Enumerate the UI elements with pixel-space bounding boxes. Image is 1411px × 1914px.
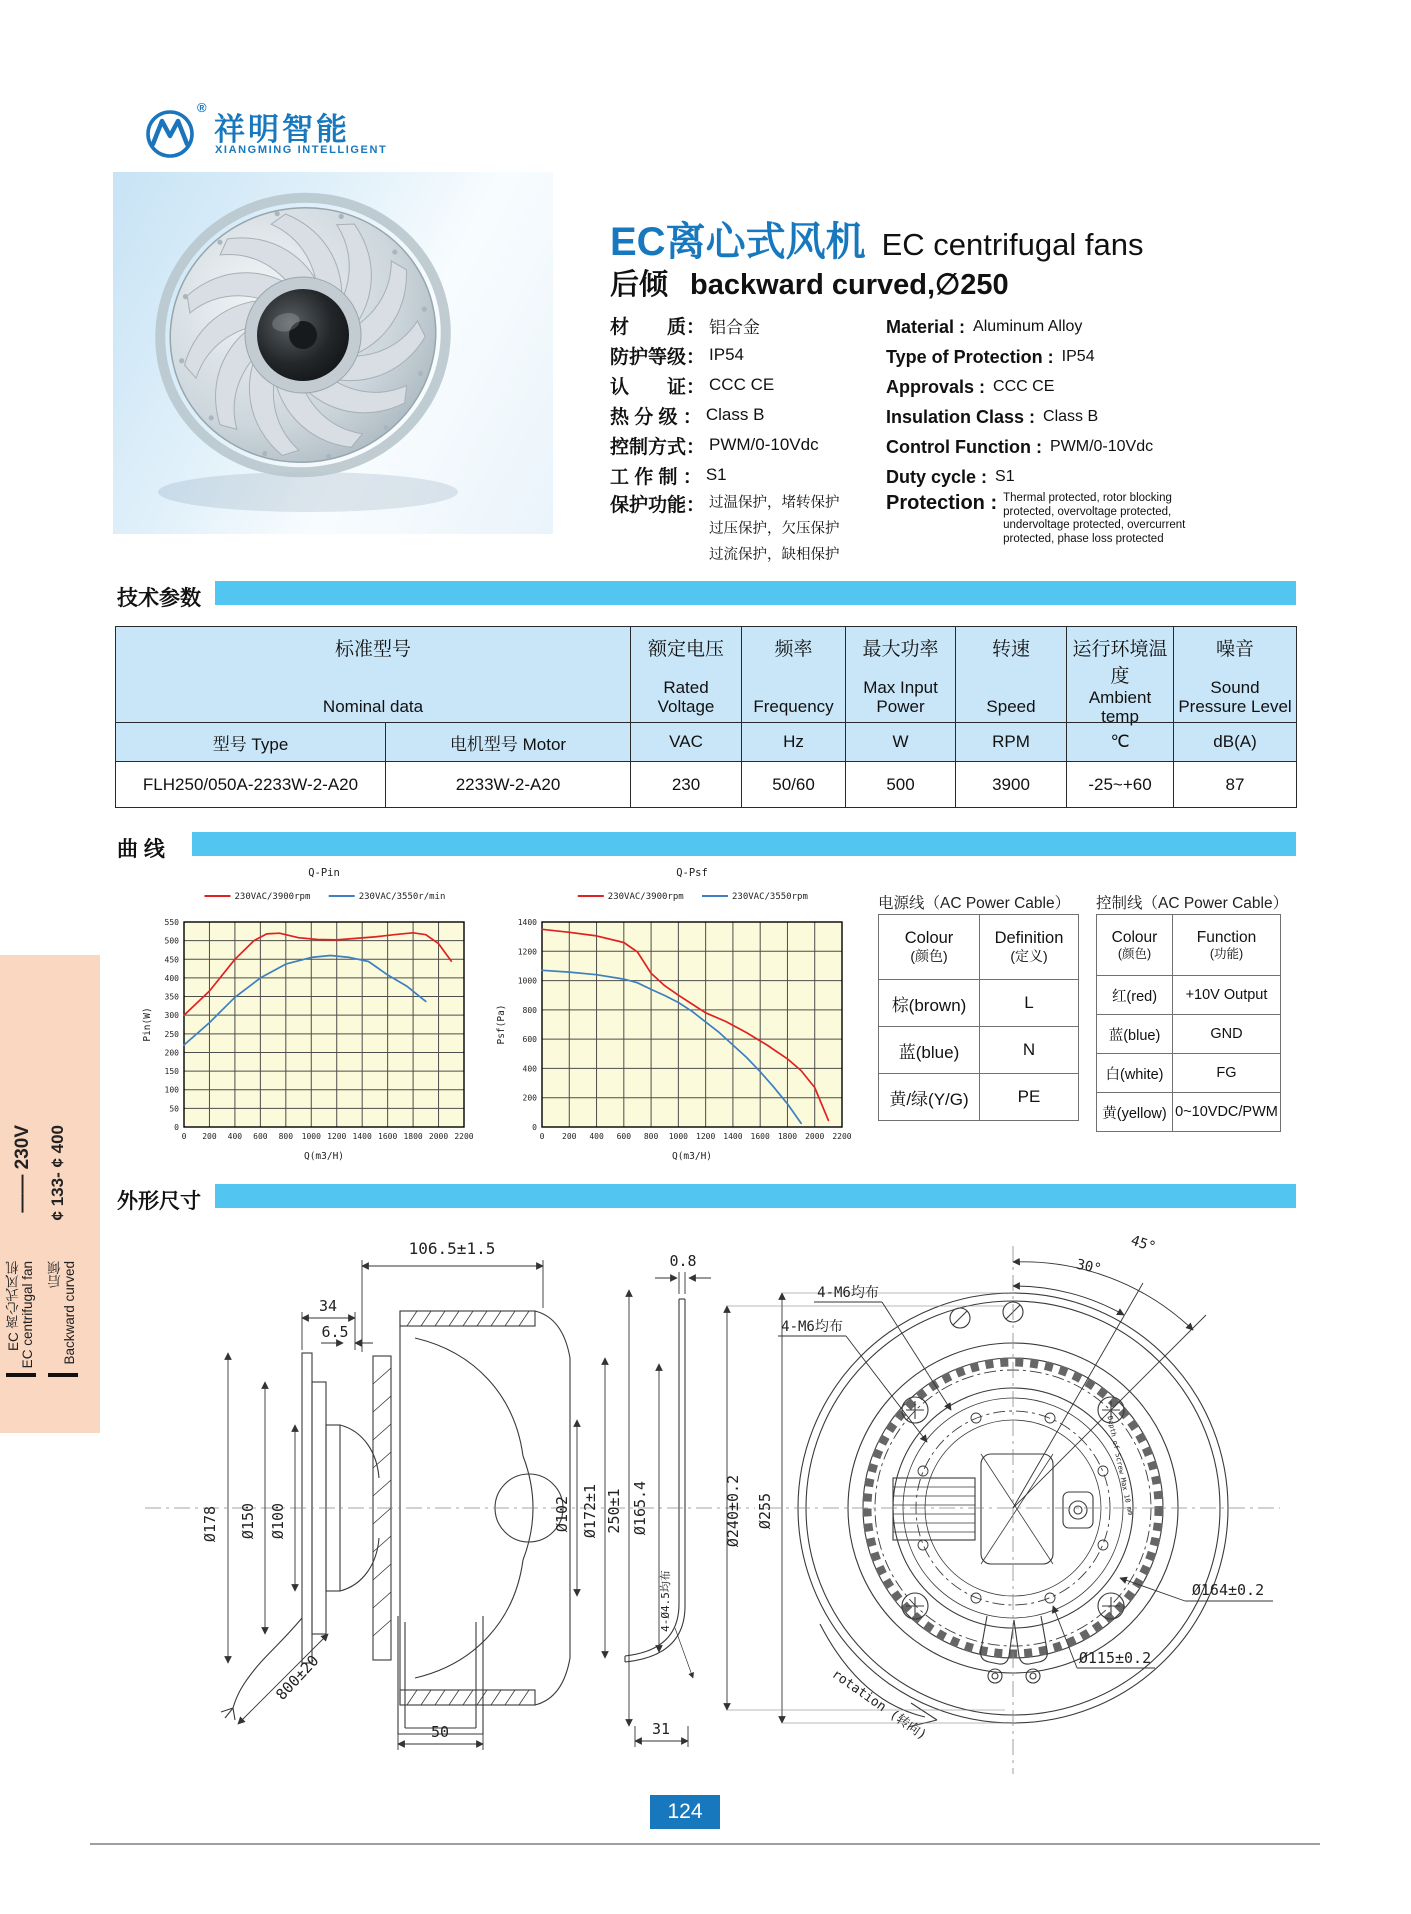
cell-temp: -25~+60 (1067, 762, 1174, 808)
svg-text:1200: 1200 (327, 1132, 347, 1141)
control-cable-title: 控制线（AC Power Cable） (1096, 895, 1289, 912)
spec-label: 热 分 级 ： (610, 406, 702, 428)
th-colour: Colour (颜色) (1097, 915, 1173, 976)
cell-vac: 230 (631, 762, 742, 808)
table-row (1097, 1054, 1281, 1093)
spec-label: 控制方式： (610, 436, 706, 458)
spec-value: PWM/0-10Vdc (1049, 438, 1154, 455)
svg-text:150: 150 (164, 1067, 179, 1077)
svg-text:400: 400 (227, 1132, 243, 1141)
registered-mark: ® (197, 100, 207, 115)
svg-text:Ø178: Ø178 (201, 1505, 219, 1543)
svg-text:0: 0 (181, 1132, 187, 1141)
spec-label: 认 证： (610, 376, 706, 398)
cell: 白(white) (1097, 1054, 1173, 1093)
th-unit: W (846, 723, 956, 762)
spec-label: Duty cycle : (886, 466, 988, 487)
svg-text:Q(m3/H): Q(m3/H) (671, 1151, 713, 1162)
th-frequency: 频率 Frequency (742, 627, 846, 723)
svg-text:2200: 2200 (832, 1132, 852, 1141)
svg-text:1400: 1400 (517, 918, 537, 927)
svg-text:500: 500 (164, 936, 179, 946)
power-cable-title: 电源线（AC Power Cable） (878, 895, 1071, 912)
svg-text:6.5: 6.5 (321, 1323, 349, 1341)
svg-text:1000: 1000 (668, 1132, 688, 1141)
th-type: 型号 Type (116, 723, 386, 762)
cell: PE (980, 1074, 1079, 1121)
svg-text:45°: 45° (1128, 1232, 1158, 1256)
spec-value: S1 (995, 468, 1015, 485)
svg-text:31: 31 (651, 1720, 671, 1738)
svg-text:1200: 1200 (696, 1132, 716, 1141)
svg-text:Ø255: Ø255 (756, 1492, 774, 1530)
sidebar-rule (6, 1373, 36, 1377)
spec-label: Type of Protection : (886, 346, 1054, 367)
logo-mark-icon (144, 108, 196, 160)
cell: 红(red) (1097, 976, 1173, 1015)
table-row (879, 980, 1079, 1027)
brand-name-en: XIANGMING INTELLIGENT (215, 144, 388, 156)
svg-text:230VAC/3550rpm: 230VAC/3550rpm (732, 892, 808, 902)
spec-label: Insulation Class : (886, 406, 1036, 427)
fan-impeller-image (113, 172, 553, 534)
svg-text:1800: 1800 (777, 1132, 798, 1141)
table-row (879, 1074, 1079, 1121)
cell: N (980, 1027, 1079, 1074)
spec-value: S1 (705, 465, 727, 484)
q-pin-chart (138, 852, 482, 1164)
svg-text:50: 50 (430, 1723, 450, 1741)
svg-text:200: 200 (202, 1132, 217, 1141)
spec-value: Class B (705, 405, 765, 424)
spec-value: Aluminum Alloy (973, 318, 1083, 335)
page-title (610, 210, 1144, 267)
svg-text:800±20: 800±20 (272, 1651, 323, 1704)
spec-value: 铝合金 (709, 317, 761, 337)
th-speed: 转速 Speed (956, 627, 1067, 723)
section-bar (215, 1184, 1296, 1208)
svg-text:4-M6均布: 4-M6均布 (781, 1319, 843, 1335)
cell-rpm: 3900 (956, 762, 1067, 808)
spec-value: IP54 (709, 345, 744, 364)
table-row (879, 1027, 1079, 1074)
svg-text:0.8: 0.8 (669, 1252, 697, 1270)
protection-value-en: Thermal protected, rotor blocking protected, overvoltage protected, undervoltage protected, overcurrent protected, phase loss protected (1003, 492, 1186, 545)
th-voltage: 额定电压 Rated Voltage (631, 627, 742, 723)
svg-text:800: 800 (522, 1005, 537, 1015)
brand-name-cn: 祥明智能 (214, 112, 350, 147)
svg-text:2000: 2000 (428, 1132, 449, 1141)
spec-label: Approvals : (886, 376, 986, 397)
svg-text:400: 400 (589, 1132, 604, 1141)
svg-text:Ø240±0.2: Ø240±0.2 (724, 1474, 742, 1548)
svg-text:Depth of Screw Max 10 mm: Depth of Screw Max 10 mm (1105, 1415, 1135, 1516)
cell: 黄/绿(Y/G) (879, 1074, 980, 1121)
tech-params-table (115, 626, 1297, 808)
th-unit: VAC (631, 723, 742, 762)
svg-text:Psf(Pa): Psf(Pa) (496, 1004, 507, 1045)
spec-value: CCC CE (709, 375, 775, 394)
title-cn: EC离心式风机 (610, 220, 866, 264)
svg-text:230VAC/3550r/min: 230VAC/3550r/min (358, 892, 446, 902)
th-ambient: 运行环境温度 Ambient temp (1067, 627, 1174, 723)
protection-label-cn: 保护功能： (610, 495, 706, 516)
th-definition: Definition (定义) (980, 915, 1079, 980)
svg-text:4-M6均布: 4-M6均布 (817, 1285, 879, 1301)
svg-text:250±1: 250±1 (605, 1488, 623, 1534)
svg-text:1400: 1400 (352, 1132, 372, 1141)
power-cable-table (878, 914, 1079, 1121)
svg-text:1800: 1800 (403, 1132, 423, 1141)
footer-rule (90, 1843, 1320, 1845)
svg-text:550: 550 (164, 918, 179, 927)
svg-text:200: 200 (562, 1132, 577, 1141)
svg-text:450: 450 (164, 955, 179, 965)
cell-w: 500 (846, 762, 956, 808)
svg-text:600: 600 (522, 1035, 537, 1045)
subtitle-en: backward curved,∅250 (690, 269, 1009, 301)
svg-text:Ø172±1: Ø172±1 (581, 1483, 599, 1539)
svg-text:0: 0 (174, 1123, 179, 1132)
svg-text:0: 0 (532, 1123, 537, 1132)
svg-text:600: 600 (253, 1132, 268, 1141)
spec-value: PWM/0-10Vdc (709, 435, 819, 454)
th-unit: RPM (956, 723, 1067, 762)
spec-value: CCC CE (993, 378, 1055, 395)
svg-text:Ø150: Ø150 (239, 1502, 257, 1540)
spec-list-cn (610, 310, 885, 568)
cell: 黄(yellow) (1097, 1093, 1173, 1132)
svg-text:Ø102: Ø102 (553, 1495, 571, 1533)
cell: GND (1173, 1015, 1281, 1054)
svg-text:230VAC/3900rpm: 230VAC/3900rpm (607, 892, 684, 902)
svg-text:200: 200 (164, 1048, 179, 1058)
protection-line: 过流保护，缺相保护 (709, 547, 840, 563)
svg-text:Q-Pin: Q-Pin (308, 867, 340, 879)
subtitle-cn: 后倾 (610, 269, 669, 301)
table-row (116, 762, 1297, 808)
cell: +10V Output (1173, 976, 1281, 1015)
cell: L (980, 980, 1079, 1027)
svg-text:2200: 2200 (454, 1132, 474, 1141)
sidebar-type-cn: 后倾 (48, 1261, 63, 1288)
svg-text:600: 600 (616, 1132, 632, 1141)
section-title-curve: 曲 线 (117, 838, 165, 861)
svg-text:2000: 2000 (805, 1132, 825, 1141)
svg-text:Ø115±0.2: Ø115±0.2 (1078, 1649, 1152, 1667)
svg-text:1200: 1200 (517, 947, 537, 957)
th-unit: Hz (742, 723, 846, 762)
section-title-dims: 外形尺寸 (117, 1190, 201, 1213)
svg-text:230VAC/3900rpm: 230VAC/3900rpm (234, 892, 311, 902)
svg-text:250: 250 (164, 1029, 179, 1039)
th-colour: Colour (颜色) (879, 915, 980, 980)
spec-label: Material : (886, 316, 966, 337)
sidebar-size-range: ¢ 133- ¢ 400 (48, 1125, 67, 1221)
svg-text:800: 800 (643, 1132, 659, 1141)
protection-line: 过温保护，堵转保护 (709, 495, 840, 511)
svg-text:100: 100 (164, 1085, 179, 1095)
dimension-drawing (115, 1226, 1296, 1801)
th-power: 最大功率 Max Input Power (846, 627, 956, 723)
svg-text:1600: 1600 (750, 1132, 770, 1141)
section-bar (215, 581, 1296, 605)
spec-list-en (886, 312, 1306, 546)
spec-label: Control Function : (886, 436, 1042, 457)
title-en: EC centrifugal fans (881, 227, 1144, 262)
svg-text:Q(m3/H): Q(m3/H) (303, 1151, 345, 1162)
protection-label-en: Protection : (886, 492, 998, 514)
svg-text:rotation (转向): rotation (转向) (828, 1666, 930, 1744)
cell: 蓝(blue) (1097, 1015, 1173, 1054)
table-row (1097, 1093, 1281, 1132)
sidebar-rule (48, 1373, 78, 1377)
svg-text:Pin(W): Pin(W) (142, 1007, 153, 1042)
page-number: 124 (650, 1795, 720, 1829)
spec-value: IP54 (1061, 348, 1095, 365)
svg-text:400: 400 (522, 1064, 537, 1074)
svg-text:800: 800 (278, 1132, 294, 1141)
svg-text:1000: 1000 (301, 1132, 321, 1141)
product-photo (113, 172, 553, 534)
spec-label: 工 作 制 ： (610, 466, 702, 488)
protection-line: 过压保护，欠压保护 (709, 521, 840, 537)
sidebar-product-en: EC centrifugal fan (20, 1261, 35, 1369)
svg-text:Ø100: Ø100 (269, 1502, 287, 1540)
q-psf-chart (492, 852, 876, 1164)
page-subtitle (610, 262, 1009, 303)
spec-label: 防护等级： (610, 346, 706, 368)
spec-label: 材 质： (610, 316, 706, 338)
sidebar-voltage: —— 230V (12, 1125, 33, 1213)
th-noise: 噪音 Sound Pressure Level (1174, 627, 1297, 723)
section-title-tech: 技术参数 (117, 587, 201, 610)
svg-text:4-Ø4.5均布: 4-Ø4.5均布 (659, 1570, 672, 1632)
svg-text:1400: 1400 (723, 1132, 743, 1141)
svg-text:350: 350 (164, 992, 179, 1002)
cell-model: FLH250/050A-2233W-2-A20 (116, 762, 386, 808)
cell-motor: 2233W-2-A20 (386, 762, 631, 808)
cell: 棕(brown) (879, 980, 980, 1027)
svg-text:400: 400 (164, 973, 179, 983)
svg-text:300: 300 (164, 1011, 179, 1021)
th-motor: 电机型号 Motor (386, 723, 631, 762)
svg-text:34: 34 (318, 1297, 338, 1315)
sidebar-product-cn: EC 离心式风机 (6, 1261, 21, 1352)
cell: 蓝(blue) (879, 1027, 980, 1074)
svg-text:1000: 1000 (517, 976, 537, 986)
svg-text:30°: 30° (1074, 1256, 1103, 1278)
spec-value: Class B (1043, 408, 1099, 425)
svg-text:50: 50 (169, 1104, 179, 1114)
svg-text:Q-Psf: Q-Psf (676, 867, 708, 879)
svg-text:1600: 1600 (378, 1132, 398, 1141)
svg-text:0: 0 (539, 1132, 545, 1141)
cell-hz: 50/60 (742, 762, 846, 808)
sidebar (0, 955, 100, 1433)
sidebar-type-en: Backward curved (62, 1261, 77, 1365)
table-row (1097, 1015, 1281, 1054)
svg-text:106.5±1.5: 106.5±1.5 (408, 1239, 496, 1258)
control-cable-table (1096, 914, 1281, 1132)
protection-lines-cn (709, 490, 840, 568)
cell: 0~10VDC/PWM (1173, 1093, 1281, 1132)
svg-text:Ø165.4: Ø165.4 (631, 1480, 649, 1536)
th-function: Function (功能) (1173, 915, 1281, 976)
th-unit: ℃ (1067, 723, 1174, 762)
cell: FG (1173, 1054, 1281, 1093)
cell-dba: 87 (1174, 762, 1297, 808)
svg-text:Ø164±0.2: Ø164±0.2 (1191, 1581, 1265, 1599)
th-nominal: 标准型号 Nominal data (116, 627, 631, 723)
th-unit: dB(A) (1174, 723, 1297, 762)
table-row (1097, 976, 1281, 1015)
svg-text:200: 200 (522, 1093, 537, 1103)
